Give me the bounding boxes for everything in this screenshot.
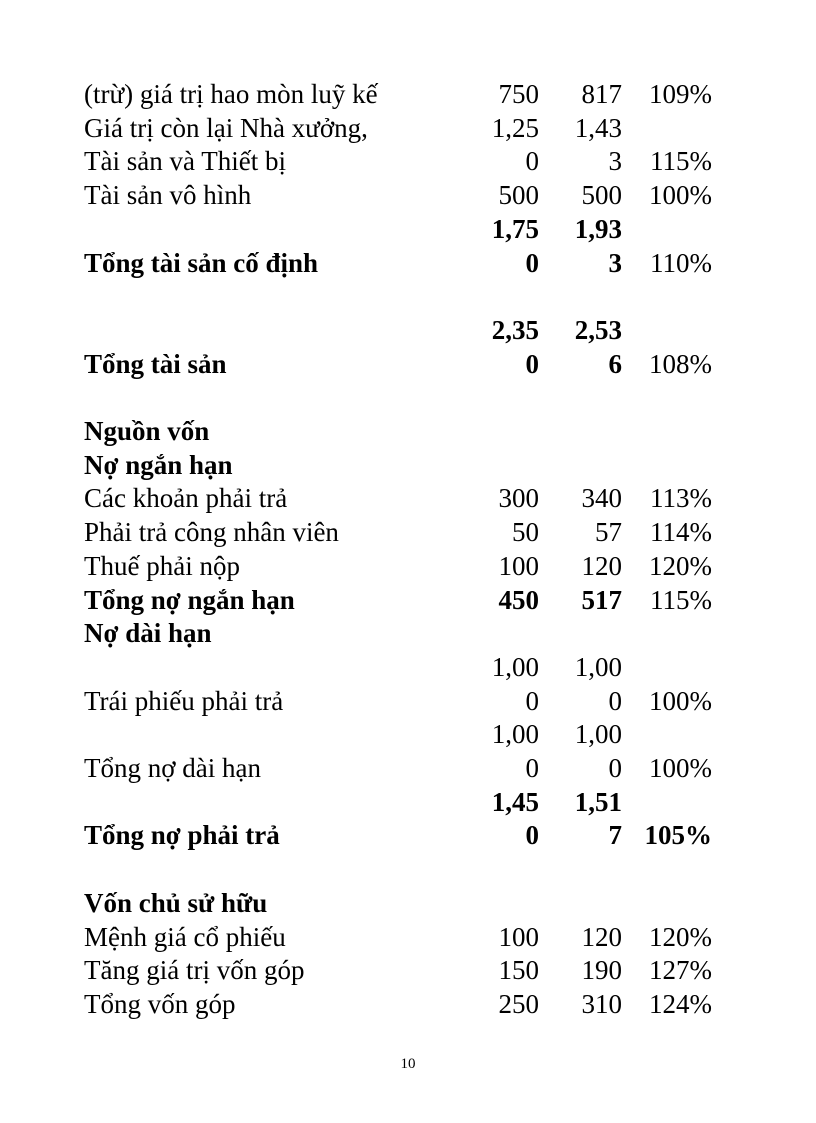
value-col-1: 1,75 bbox=[491, 213, 539, 244]
row-label: Mệnh giá cổ phiếu bbox=[84, 921, 286, 952]
value-col-2: 57 bbox=[595, 517, 622, 548]
value-col-2: 120 bbox=[581, 550, 622, 581]
table-row bbox=[0, 313, 816, 347]
value-col-2: 1,00 bbox=[574, 651, 622, 682]
value-col-1: 0 bbox=[525, 685, 539, 716]
table-row bbox=[0, 852, 816, 886]
value-col-2: 1,51 bbox=[574, 786, 622, 817]
table-row bbox=[0, 380, 816, 414]
table-row bbox=[0, 650, 816, 684]
value-col-1: 1,45 bbox=[491, 786, 539, 817]
percent-col: 100% bbox=[649, 685, 712, 716]
row-label: Tài sản và Thiết bị bbox=[84, 146, 286, 177]
percent-col: 110% bbox=[650, 247, 712, 278]
value-col-1: 2,35 bbox=[491, 314, 539, 345]
value-col-2: 1,43 bbox=[574, 112, 622, 143]
percent-col: 105% bbox=[644, 820, 712, 851]
percent-col: 120% bbox=[649, 921, 712, 952]
table-row bbox=[0, 144, 816, 178]
value-col-1: 0 bbox=[525, 753, 539, 783]
table-row bbox=[0, 886, 816, 920]
table-row bbox=[0, 616, 816, 650]
row-label: Tổng nợ dài hạn bbox=[84, 753, 261, 783]
value-col-1: 1,25 bbox=[491, 112, 539, 143]
value-col-2: 120 bbox=[581, 921, 622, 952]
table-row bbox=[0, 77, 816, 111]
value-col-1: 1,00 bbox=[491, 719, 539, 750]
table-row bbox=[0, 785, 816, 819]
value-col-2: 310 bbox=[581, 988, 622, 1019]
value-col-2: 7 bbox=[608, 820, 622, 851]
value-col-2: 1,00 bbox=[574, 719, 622, 750]
value-col-2: 6 bbox=[608, 348, 622, 379]
value-col-2: 500 bbox=[581, 180, 622, 211]
table-row bbox=[0, 751, 816, 785]
percent-col: 124% bbox=[649, 988, 712, 1019]
table-row bbox=[0, 448, 816, 482]
table-row bbox=[0, 111, 816, 145]
value-col-1: 250 bbox=[498, 988, 539, 1019]
value-col-1: 300 bbox=[498, 483, 539, 514]
value-col-1: 500 bbox=[498, 180, 539, 211]
percent-col: 108% bbox=[649, 348, 712, 379]
row-label: Nguồn vốn bbox=[84, 416, 210, 446]
value-col-1: 0 bbox=[525, 247, 539, 278]
table-row bbox=[0, 481, 816, 515]
table-row bbox=[0, 246, 816, 280]
value-col-1: 0 bbox=[525, 820, 539, 851]
table-row bbox=[0, 717, 816, 751]
row-label: (trừ) giá trị hao mòn luỹ kế bbox=[84, 79, 378, 109]
percent-col: 109% bbox=[649, 79, 712, 109]
value-col-1: 450 bbox=[498, 584, 539, 615]
row-label: Các khoản phải trả bbox=[84, 483, 288, 514]
row-label: Tăng giá trị vốn góp bbox=[84, 955, 305, 986]
value-col-2: 3 bbox=[608, 146, 622, 177]
value-col-1: 50 bbox=[512, 517, 539, 548]
row-label: Vốn chủ sử hữu bbox=[84, 887, 268, 918]
row-label: Tài sản vô hình bbox=[84, 180, 252, 211]
table-row bbox=[0, 347, 816, 381]
table-row bbox=[0, 549, 816, 583]
row-label: Trái phiếu phải trả bbox=[84, 685, 284, 716]
table-row bbox=[0, 818, 816, 852]
value-col-2: 340 bbox=[581, 483, 622, 514]
percent-col: 114% bbox=[650, 517, 712, 548]
percent-col: 120% bbox=[649, 550, 712, 581]
row-label: Thuế phải nộp bbox=[84, 550, 240, 581]
value-col-2: 1,93 bbox=[574, 213, 622, 244]
percent-col: 127% bbox=[649, 955, 712, 986]
value-col-2: 190 bbox=[581, 955, 622, 986]
percent-col: 100% bbox=[649, 753, 712, 783]
table-row bbox=[0, 414, 816, 448]
value-col-2: 3 bbox=[608, 247, 622, 278]
percent-col: 115% bbox=[650, 584, 712, 615]
value-col-1: 100 bbox=[498, 550, 539, 581]
percent-col: 113% bbox=[650, 483, 712, 514]
row-label: Tổng nợ ngắn hạn bbox=[84, 584, 295, 615]
value-col-2: 817 bbox=[581, 79, 622, 109]
value-col-2: 517 bbox=[581, 584, 622, 615]
row-label: Nợ dài hạn bbox=[84, 618, 212, 649]
value-col-1: 750 bbox=[498, 79, 539, 109]
value-col-1: 150 bbox=[498, 955, 539, 986]
table-row bbox=[0, 515, 816, 549]
table-row bbox=[0, 684, 816, 718]
value-col-1: 100 bbox=[498, 921, 539, 952]
value-col-1: 0 bbox=[525, 348, 539, 379]
value-col-1: 0 bbox=[525, 146, 539, 177]
table-row bbox=[0, 953, 816, 987]
row-label: Tổng tài sản cố định bbox=[84, 247, 319, 278]
page-number: 10 bbox=[400, 1056, 416, 1072]
value-col-2: 0 bbox=[608, 753, 622, 783]
value-col-2: 2,53 bbox=[574, 314, 622, 345]
table-row bbox=[0, 987, 816, 1021]
percent-col: 100% bbox=[649, 180, 712, 211]
table-row bbox=[0, 583, 816, 617]
row-label: Giá trị còn lại Nhà xưởng, bbox=[84, 112, 368, 143]
row-label: Tổng nợ phải trả bbox=[84, 820, 280, 851]
row-label: Tổng vốn góp bbox=[84, 988, 236, 1019]
table-row bbox=[0, 920, 816, 954]
value-col-2: 0 bbox=[608, 685, 622, 716]
percent-col: 115% bbox=[650, 146, 712, 177]
row-label: Tổng tài sản bbox=[84, 348, 227, 379]
table-row bbox=[0, 212, 816, 246]
value-col-1: 1,00 bbox=[491, 651, 539, 682]
table-row bbox=[0, 178, 816, 212]
table-row bbox=[0, 279, 816, 313]
row-label: Nợ ngắn hạn bbox=[84, 449, 233, 480]
row-label: Phải trả công nhân viên bbox=[84, 517, 339, 548]
